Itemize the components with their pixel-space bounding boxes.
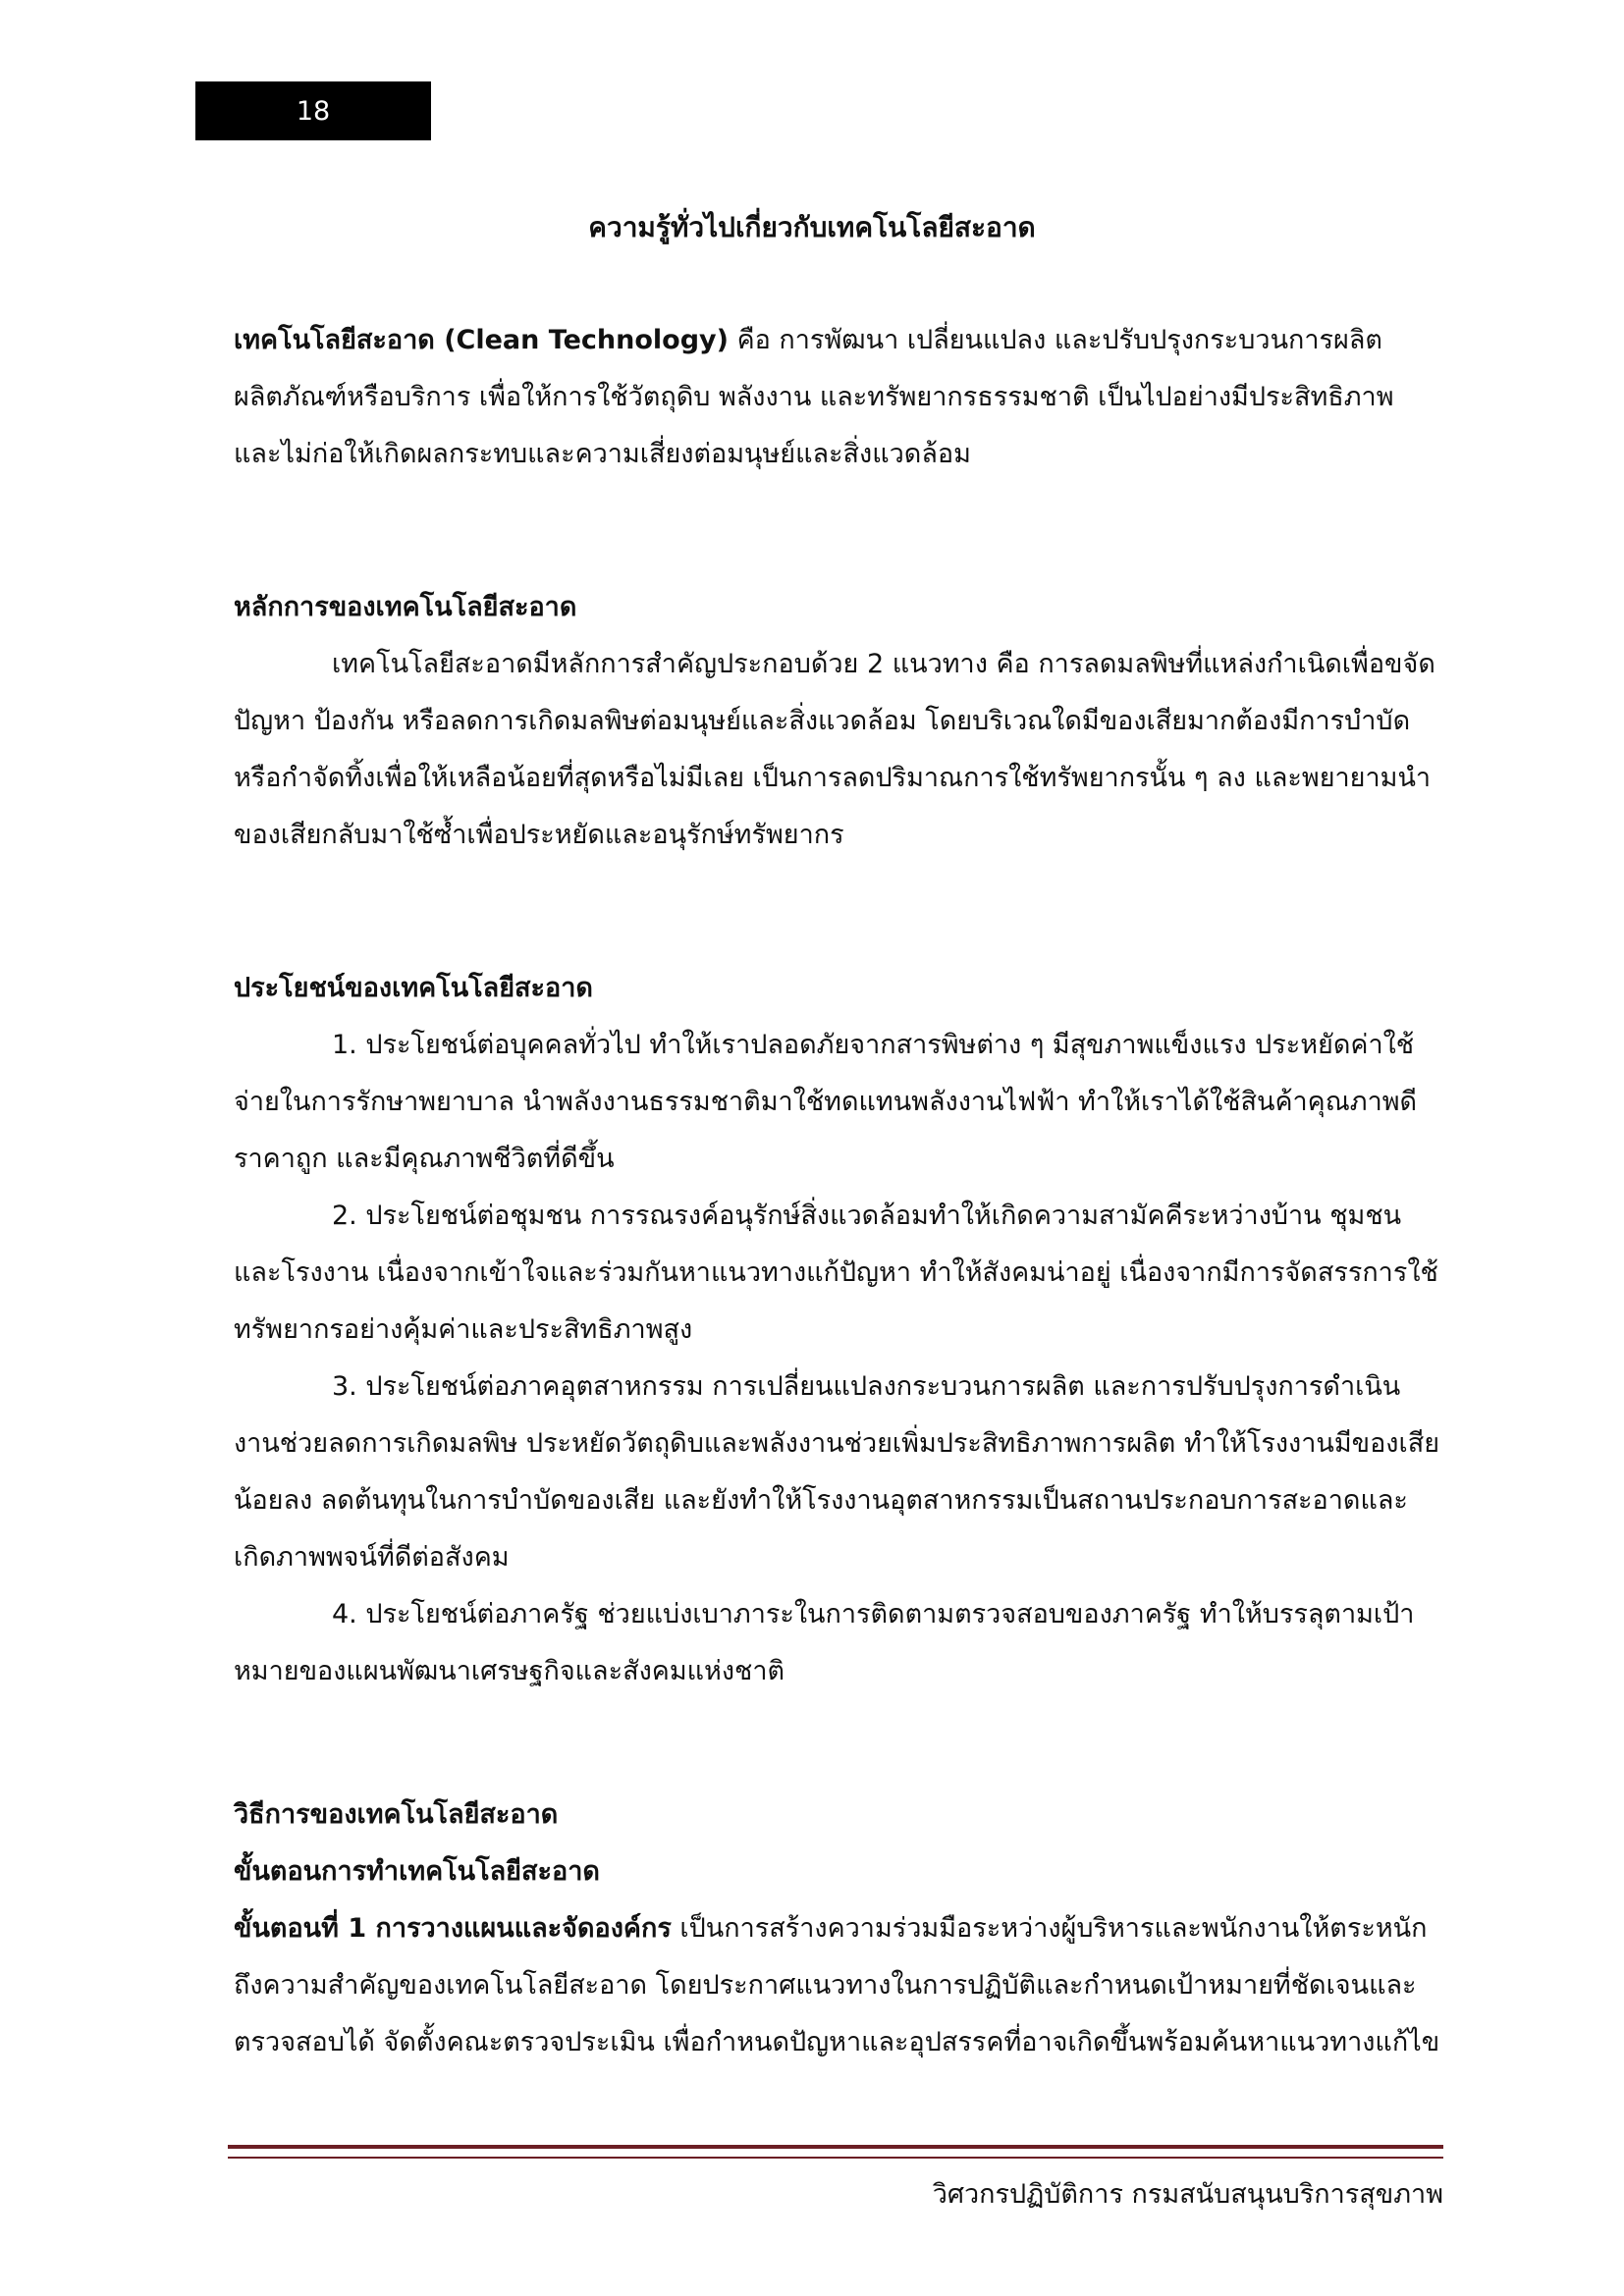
benefit-item: 2. ประโยชน์ต่อชุมชน การรณรงค์อนุรักษ์สิ่งแวดล้อมทำให้เกิดความสามัคคีระหว่างบ้าน ชุมชน และโรงงาน เนื่องจากเข้าใจและร่วมกันหาแนวทางแก้ปัญหา ทำให้สังคมน่าอยู่ เนื่องจากมีการจัดสรรการใช้ทรัพยากรอย่างคุ้มค่าและประสิทธิภาพสูง xyxy=(234,1201,1438,1345)
intro-text: คือ การพัฒนา เปลี่ยนแปลง และปรับปรุงกระบวนการผลิต ผลิตภัณฑ์หรือบริการ เพื่อให้การใช้วัตถุดิบ พลังงาน และทรัพยากรธรรมชาติ เป็นไปอย่างมีประสิทธิภาพ และไม่ก่อให้เกิดผลกระทบและความเสี่ยงต่อมนุษย์และสิ่งแวดล้อม xyxy=(234,325,1394,469)
step1-paragraph xyxy=(234,1900,1441,2071)
methods-heading: วิธีการของเทคโนโลยีสะอาด xyxy=(234,1799,559,1830)
intro-term: เทคโนโลยีสะอาด (Clean Technology) xyxy=(234,325,729,355)
methods-subheading: ขั้นตอนการทำเทคโนโลยีสะอาด xyxy=(234,1856,600,1887)
page-number: 18 xyxy=(195,81,431,140)
page-title: ความรู้ทั่วไปเกี่ยวกับเทคโนโลยีสะอาด xyxy=(588,211,1036,243)
principles-paragraph: เทคโนโลยีสะอาดมีหลักการสำคัญประกอบด้วย 2 แนวทาง คือ การลดมลพิษที่แหล่งกำเนิดเพื่อขจัดปัญหา ป้องกัน หรือลดการเกิดมลพิษต่อมนุษย์และสิ่งแวดล้อม โดยบริเวณใดมีของเสียมากต้องมีการบำบัดหรือกำจัดทิ้งเพื่อให้เหลือน้อยที่สุดหรือไม่มีเลย เป็นการลดปริมาณการใช้ทรัพยากรนั้น ๆ ลง และพยายามนำของเสียกลับมาใช้ซ้ำเพื่อประหยัดและอนุรักษ์ทรัพยากร xyxy=(234,649,1435,850)
benefit-item: 4. ประโยชน์ต่อภาครัฐ ช่วยแบ่งเบาภาระในการติดตามตรวจสอบของภาครัฐ ทำให้บรรลุตามเป้าหมายของแผนพัฒนาเศรษฐกิจและสังคมแห่งชาติ xyxy=(234,1599,1415,1686)
intro-paragraph xyxy=(234,312,1441,483)
step1-label: ขั้นตอนที่ 1 การวางแผนและจัดองค์กร xyxy=(234,1913,672,1944)
step1-text: เป็นการสร้างความร่วมมือระหว่างผู้บริหารและพนักงานให้ตระหนักถึงความสำคัญของเทคโนโลยีสะอาด โดยประกาศแนวทางในการปฏิบัติและกำหนดเป้าหมายที่ชัดเจนและตรวจสอบได้ จัดตั้งคณะตรวจประเมิน เพื่อกำหนดปัญหาและอุปสรรคที่อาจเกิดขึ้นพร้อมค้นหาแนวทางแก้ไข xyxy=(234,1913,1440,2057)
benefits-heading: ประโยชน์ของเทคโนโลยีสะอาด xyxy=(234,973,593,1003)
benefit-item: 3. ประโยชน์ต่อภาคอุตสาหกรรม การเปลี่ยนแปลงกระบวนการผลิต และการปรับปรุงการดำเนินงานช่วยลดการเกิดมลพิษ ประหยัดวัตถุดิบและพลังงานช่วยเพิ่มประสิทธิภาพการผลิต ทำให้โรงงานมีของเสียน้อยลง ลดต้นทุนในการบำบัดของเสีย และยังทำให้โรงงานอุตสาหกรรมเป็นสถานประกอบการสะอาดและเกิดภาพพจน์ที่ดีต่อสังคม xyxy=(234,1371,1440,1573)
footer-divider xyxy=(228,2145,1443,2159)
footer-text: วิศวกรปฏิบัติการ กรมสนับสนุนบริการสุขภาพ xyxy=(932,2179,1443,2210)
document-body xyxy=(234,312,1441,2071)
principles-heading: หลักการของเทคโนโลยีสะอาด xyxy=(234,592,577,622)
benefit-item: 1. ประโยชน์ต่อบุคคลทั่วไป ทำให้เราปลอดภัยจากสารพิษต่าง ๆ มีสุขภาพแข็งแรง ประหยัดค่าใช้จ่ายในการรักษาพยาบาล นำพลังงานธรรมชาติมาใช้ทดแทนพลังงานไฟฟ้า ทำให้เราได้ใช้สินค้าคุณภาพดี ราคาถูก และมีคุณภาพชีวิตที่ดีขึ้น xyxy=(234,1030,1418,1174)
